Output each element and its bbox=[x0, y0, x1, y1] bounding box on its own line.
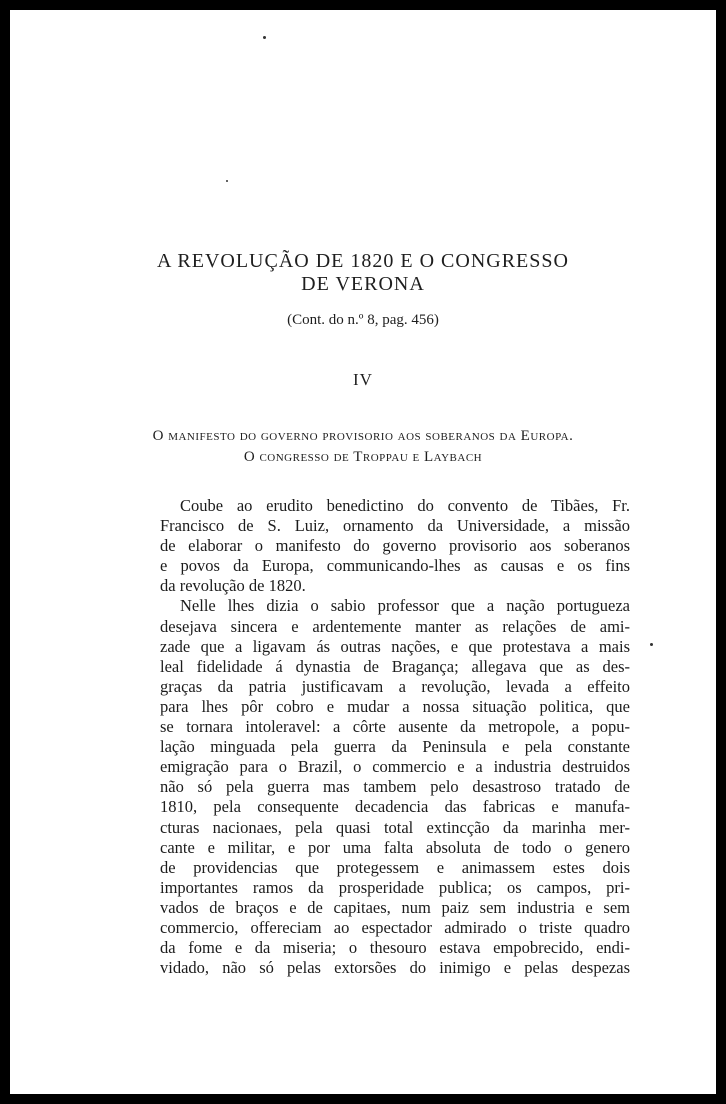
ink-speck bbox=[263, 36, 266, 39]
text-line: commercio, offereciam ao espectador admirado o triste quadro bbox=[160, 917, 630, 937]
document-page bbox=[10, 10, 716, 1094]
body-text bbox=[160, 496, 630, 978]
text-line: cante e militar, e por uma falta absoluta de todo o genero bbox=[160, 837, 630, 857]
ink-speck bbox=[226, 180, 228, 182]
ink-speck bbox=[650, 643, 653, 646]
section-subtitle-line-1: O manifesto do governo provisorio aos soberanos da Europa. bbox=[152, 428, 574, 444]
section-subtitle-line-2: O congresso de Troppau e Laybach bbox=[243, 449, 483, 465]
text-line: vidado, não só pelas extorsões do inimigo e pelas despezas bbox=[160, 958, 630, 978]
text-line: não só pela guerra mas tambem pelo desastroso tratado de bbox=[160, 777, 630, 797]
text-line: de providencias que protegessem e animassem estes dois bbox=[160, 857, 630, 877]
text-line: Coube ao erudito benedictino do convento de Tibães, Fr. bbox=[180, 496, 630, 515]
text-line: Francisco de S. Luiz, ornamento da Universidade, a missão bbox=[160, 516, 630, 536]
text-line: 1810, pela consequente decadencia das fabricas e manufa- bbox=[160, 797, 630, 817]
text-line: vados de braços e de capitaes, num paiz sem industria e sem bbox=[160, 897, 630, 917]
text-line: cturas nacionaes, pela quasi total extincção da marinha mer- bbox=[160, 817, 630, 837]
text-line: Nelle lhes dizia o sabio professor que a nação portugueza bbox=[180, 596, 630, 616]
text-line: se tornara intoleravel: a côrte ausente da metropole, a popu- bbox=[160, 717, 630, 737]
text-line: leal fidelidade á dynastia de Bragança; allegava que as des- bbox=[160, 656, 630, 676]
text-line: emigração para o Brazil, o commercio e a industria destruidos bbox=[160, 757, 630, 777]
text-line: desejava sincera e ardentemente manter as relações de ami- bbox=[160, 616, 630, 636]
text-line: de elaborar o manifesto do governo provisorio aos soberanos bbox=[160, 536, 630, 556]
article-title-line-1: A REVOLUÇÃO DE 1820 E O CONGRESSO bbox=[157, 250, 569, 272]
chapter-number: IV bbox=[353, 370, 373, 389]
text-line: zade que a ligavam ás outras nações, e que protestava a mais bbox=[160, 636, 630, 656]
text-line: para lhes pôr cobro e mudar a nossa situação politica, que bbox=[160, 696, 630, 716]
article-title-line-2: DE VERONA bbox=[301, 273, 425, 295]
continuation-note: (Cont. do n.º 8, pag. 456) bbox=[287, 312, 439, 328]
text-line: graças da patria justificavam a revolução, levada a effeito bbox=[160, 676, 630, 696]
text-line: importantes ramos da prosperidade publica; os campos, pri- bbox=[160, 877, 630, 897]
text-line: da revolução de 1820. bbox=[160, 576, 306, 596]
text-line: da fome e da miseria; o thesouro estava empobrecido, endi- bbox=[160, 938, 630, 958]
text-line: lação minguada pela guerra da Peninsula e pela constante bbox=[160, 737, 630, 757]
text-line: e povos da Europa, communicando-lhes as causas e os fins bbox=[160, 556, 630, 576]
